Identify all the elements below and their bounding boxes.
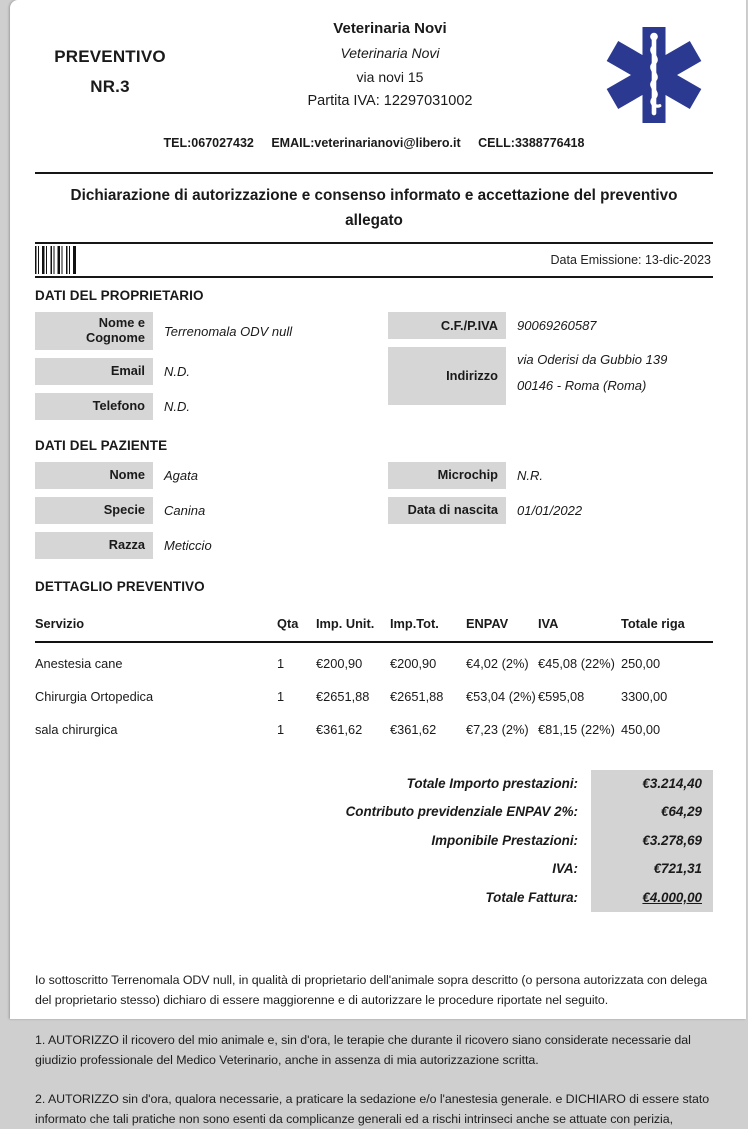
table-header-row	[35, 610, 713, 643]
field-owner-email	[35, 358, 360, 385]
document-header	[35, 16, 713, 126]
col-enpav: ENPAV	[466, 616, 538, 631]
field-label: Microchip	[388, 462, 506, 489]
emission-date: Data Emissione: 13-dic-2023	[551, 253, 712, 267]
field-label: Email	[35, 358, 153, 385]
cell-iva: €45,08 (22%)	[538, 656, 621, 671]
clinic-name: Veterinaria Novi	[185, 20, 595, 37]
field-patient-breed	[35, 532, 360, 559]
field-value: 01/01/2022	[506, 503, 582, 518]
authorization-2: 2. AUTORIZZO sin d'ora, qualora necessarie, a praticare la sedazione e/o l'anestesia generale. e DICHIARO di essere stato informato che tali pratiche non sono esenti da complicanze generali ed a rischi intrinseci anche se attuate con perizia,	[35, 1089, 713, 1129]
cell-qta: 1	[277, 722, 316, 737]
table-row	[35, 676, 713, 709]
cell-imp-unit: €200,90	[316, 656, 390, 671]
document-number	[35, 16, 185, 102]
phone-label: TEL:067027432	[164, 136, 254, 150]
address-line2: 00146 - Roma (Roma)	[517, 373, 667, 399]
field-value: 90069260587	[506, 318, 597, 333]
totals-row	[35, 855, 713, 884]
field-value: N.R.	[506, 468, 543, 483]
cell-imp-tot: €361,62	[390, 722, 466, 737]
owner-section-heading: DATI DEL PROPRIETARIO	[35, 288, 713, 303]
field-label: C.F./P.IVA	[388, 312, 506, 339]
declaration-intro: Io sottoscritto Terrenomala ODV null, in qualità di proprietario dell'animale sopra descritto (o persona autorizzata con delega del proprietario stesso) dichiaro di essere maggiorenne e di autorizzare le procedure riportate nel seguito.	[35, 970, 713, 1010]
totals-block	[35, 770, 713, 913]
field-patient-microchip	[388, 462, 713, 489]
clinic-vat: Partita IVA: 12297031002	[185, 93, 595, 109]
col-qta: Qta	[277, 616, 316, 631]
cell-imp-unit: €361,62	[316, 722, 390, 737]
field-owner-address	[388, 347, 713, 405]
total-value: €64,29	[591, 798, 713, 827]
field-value: Terrenomala ODV null	[153, 324, 292, 339]
contact-line	[35, 136, 713, 150]
cell-qta: 1	[277, 689, 316, 704]
total-label: Totale Importo prestazioni:	[35, 770, 591, 799]
field-value: N.D.	[153, 399, 190, 414]
field-value: N.D.	[153, 364, 190, 379]
document-number-line2: NR.3	[35, 72, 185, 102]
cell-totale: 450,00	[621, 722, 713, 737]
cell-totale: 3300,00	[621, 689, 713, 704]
cell-iva: €595,08	[538, 689, 621, 704]
detail-section-heading: DETTAGLIO PREVENTIVO	[35, 579, 713, 594]
cell-label: CELL:3388776418	[478, 136, 584, 150]
detail-table	[35, 610, 713, 742]
field-owner-name	[35, 312, 360, 349]
totals-row-grand-total	[35, 884, 713, 913]
document-page	[10, 0, 746, 1019]
table-row	[35, 709, 713, 742]
cell-enpav: €7,23 (2%)	[466, 722, 538, 737]
cell-totale: 250,00	[621, 656, 713, 671]
totals-row	[35, 770, 713, 799]
field-label: Nome	[35, 462, 153, 489]
total-value: €3.278,69	[591, 827, 713, 856]
total-label: Totale Fattura:	[35, 884, 591, 913]
field-owner-phone	[35, 393, 360, 420]
total-value: €3.214,40	[591, 770, 713, 799]
col-imp-unit: Imp. Unit.	[316, 616, 390, 631]
declaration-paragraphs	[35, 970, 713, 1129]
emission-row	[35, 242, 713, 278]
field-label: Specie	[35, 497, 153, 524]
cell-iva: €81,15 (22%)	[538, 722, 621, 737]
col-totale-riga: Totale riga	[621, 616, 713, 631]
field-label: Data di nascita	[388, 497, 506, 524]
field-label: Indirizzo	[388, 347, 506, 405]
col-iva: IVA	[538, 616, 621, 631]
col-imp-tot: Imp.Tot.	[390, 616, 466, 631]
document-number-line1: PREVENTIVO	[35, 42, 185, 72]
field-patient-species	[35, 497, 360, 524]
total-value: €721,31	[591, 855, 713, 884]
authorization-1: 1. AUTORIZZO il ricovero del mio animale e, sin d'ora, le terapie che durante il ricovero siano considerate necessarie dal giudizio professionale del Medico Veterinario, anche in assenza di mia autorizzazione scritta.	[35, 1030, 713, 1070]
clinic-address: via novi 15	[185, 69, 595, 85]
divider	[35, 172, 713, 174]
address-line1: via Oderisi da Gubbio 139	[517, 347, 667, 373]
field-label: Nome e Cognome	[35, 312, 153, 349]
patient-section-heading: DATI DEL PAZIENTE	[35, 438, 713, 453]
field-owner-cf	[388, 312, 713, 339]
field-value	[506, 347, 667, 405]
cell-imp-tot: €200,90	[390, 656, 466, 671]
field-value: Canina	[153, 503, 205, 518]
document-title: Dichiarazione di autorizzazione e consenso informato e accettazione del preventivo allegato	[54, 183, 694, 233]
field-patient-name	[35, 462, 360, 489]
table-row	[35, 643, 713, 676]
cell-servizio: Anestesia cane	[35, 656, 277, 671]
clinic-name-italic: Veterinaria Novi	[185, 45, 595, 61]
totals-row	[35, 827, 713, 856]
cell-imp-unit: €2651,88	[316, 689, 390, 704]
field-value: Agata	[153, 468, 198, 483]
totals-row	[35, 798, 713, 827]
field-label: Razza	[35, 532, 153, 559]
field-label: Telefono	[35, 393, 153, 420]
cell-qta: 1	[277, 656, 316, 671]
barcode	[35, 246, 76, 274]
cell-servizio: sala chirurgica	[35, 722, 277, 737]
grand-total-value: €4.000,00	[591, 884, 713, 913]
total-label: Imponibile Prestazioni:	[35, 827, 591, 856]
cell-servizio: Chirurgia Ortopedica	[35, 689, 277, 704]
cell-imp-tot: €2651,88	[390, 689, 466, 704]
col-servizio: Servizio	[35, 616, 277, 631]
star-of-life-icon	[606, 24, 702, 126]
field-patient-birthdate	[388, 497, 713, 524]
patient-fields	[35, 462, 713, 567]
clinic-info	[185, 16, 595, 109]
email-label: EMAIL:veterinarianovi@libero.it	[271, 136, 460, 150]
clinic-logo	[595, 16, 713, 126]
total-label: Contributo previdenziale ENPAV 2%:	[35, 798, 591, 827]
cell-enpav: €53,04 (2%)	[466, 689, 538, 704]
total-label: IVA:	[35, 855, 591, 884]
owner-fields	[35, 312, 713, 427]
cell-enpav: €4,02 (2%)	[466, 656, 538, 671]
field-value: Meticcio	[153, 538, 212, 553]
